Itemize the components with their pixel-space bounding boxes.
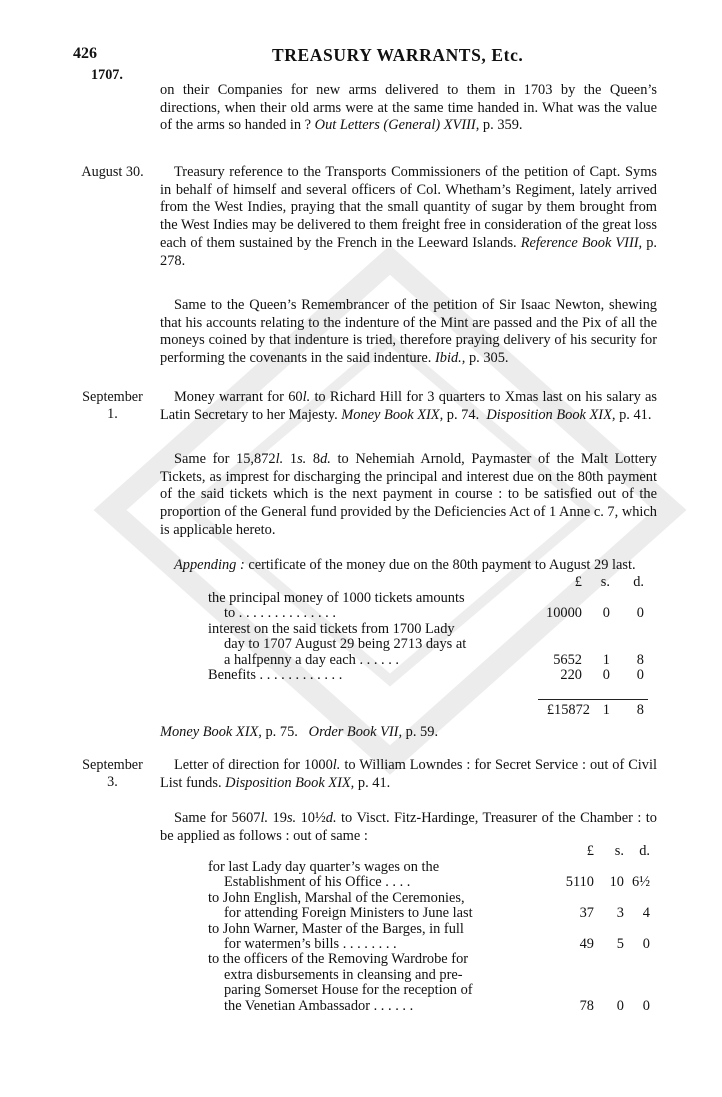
row-pence: 0 bbox=[642, 935, 650, 952]
source-reference: Disposition Book XIX, bbox=[225, 774, 355, 791]
chamber-table bbox=[160, 843, 657, 1014]
total-shillings: 1 bbox=[602, 702, 610, 718]
row-shillings: 0 bbox=[616, 997, 624, 1014]
source-reference: Order Book VII, bbox=[308, 724, 403, 740]
row-description: to John Warner, Master of the Barges, in full bbox=[208, 920, 464, 937]
row-pence: 4 bbox=[642, 905, 650, 922]
margin-year: 1707. bbox=[91, 67, 123, 83]
row-description: for watermen’s bills . . . . . . . . bbox=[224, 935, 397, 952]
table-row bbox=[160, 668, 657, 683]
row-description: day to 1707 August 29 being 2713 days at bbox=[224, 636, 467, 653]
row-shillings: 0 bbox=[602, 605, 610, 622]
page-title: TREASURY WARRANTS, Etc. bbox=[272, 45, 524, 65]
row-pence: 0 bbox=[636, 666, 644, 683]
source-reference: Ibid., bbox=[434, 350, 466, 367]
row-shillings: 10 bbox=[609, 874, 624, 891]
row-pounds: 220 bbox=[560, 666, 582, 683]
row-shillings: 3 bbox=[616, 905, 624, 922]
source-reference: Money Book XIX, bbox=[341, 406, 444, 423]
row-shillings: 1 bbox=[602, 651, 610, 668]
row-description: for attending Foreign Ministers to June last bbox=[224, 905, 473, 922]
column-header-shillings: s. bbox=[614, 843, 624, 859]
row-pence: 8 bbox=[636, 651, 644, 668]
paragraph-syms-petition: Treasury reference to the Transports Commissioners of the petition of Capt. Syms in behalf of himself and several officers of Col. Whetham’s Regiment, lately arrived from the West Indies, praying that the small quantity of sugar by them brought from the West Indies may be delivered to them freight free in consideration of the great loss each of them sustained by the French in the Leeward Islands. Reference Book VIII, p. 278. bbox=[160, 164, 658, 269]
paragraph-appending: Appending : certificate of the money due on the 80th payment to August 29 last. bbox=[174, 557, 636, 573]
row-description: extra disbursements in cleansing and pre- bbox=[224, 966, 463, 983]
table-row bbox=[160, 591, 657, 622]
paragraph-newton-petition: Same to the Queen’s Remembrancer of the petition of Sir Isaac Newton, shewing that his accounts relating to the indenture of the Mint are passed and the Pix of all the moneys coined by that indenture is tried, therefore praying delivery of his security for performing the covenants in the said indenture. Ibid., p. 305. bbox=[160, 297, 657, 367]
paragraph-richard-hill: Money warrant for 60l. to Richard Hill for 3 quarters to Xmas last on his salary as Latin Secretary to her Majesty. Money Book XIX, p. 74. Disposition Book XIX, p. 41. bbox=[160, 389, 657, 423]
margin-date-day-3: 3. bbox=[107, 774, 118, 790]
column-header-pence: d. bbox=[633, 574, 644, 590]
row-pounds: 5110 bbox=[565, 874, 594, 891]
margin-date-september: September bbox=[82, 389, 143, 405]
margin-date-day-1: 1. bbox=[107, 406, 118, 422]
row-description: the Venetian Ambassador . . . . . . bbox=[224, 997, 414, 1014]
chamber-rows bbox=[160, 860, 657, 1014]
paragraph-references: Money Book XIX, p. 75. Order Book VII, p. 59. bbox=[160, 724, 439, 740]
certificate-table bbox=[160, 574, 657, 718]
row-pence: 0 bbox=[636, 605, 644, 622]
row-pounds: 5652 bbox=[553, 651, 582, 668]
paragraph-fitz-hardinge: Same for 5607l. 19s. 10½d. to Visct. Fitz-Hardinge, Treasurer of the Chamber : to be applied as follows : out of same : bbox=[160, 810, 658, 844]
source-reference: Money Book XIX, bbox=[160, 724, 262, 740]
source-reference: Out Letters (General) XVIII, bbox=[314, 117, 480, 134]
total-rule bbox=[538, 699, 648, 700]
page-number: 426 bbox=[73, 45, 97, 62]
paragraph-arms: on their Companies for new arms delivered to them in 1703 by the Queen’s directions, when their old arms were at the same time handed in. What was the value of the arms so handed in ? Out Letters (General) XVIII, p. 359. bbox=[160, 82, 657, 134]
row-pounds: 37 bbox=[579, 905, 594, 922]
row-shillings: 5 bbox=[616, 935, 624, 952]
column-header-pounds: £ bbox=[574, 574, 582, 590]
paragraph-william-lowndes: Letter of direction for 1000l. to William Lowndes : for Secret Service : out of Civil List funds. Disposition Book XIX, p. 41. bbox=[160, 757, 657, 791]
row-description: for last Lady day quarter’s wages on the bbox=[208, 859, 440, 875]
table-row bbox=[160, 891, 657, 922]
row-description: to John English, Marshal of the Ceremonies, bbox=[208, 889, 465, 906]
row-description: a halfpenny a day each . . . . . . bbox=[224, 651, 400, 668]
total-pounds: £15872 bbox=[546, 702, 590, 718]
row-pence: 6½ bbox=[632, 874, 650, 891]
margin-date-august-30: August 30. bbox=[81, 164, 144, 180]
source-reference: Disposition Book XIX, bbox=[486, 406, 616, 423]
row-shillings: 0 bbox=[602, 666, 610, 683]
total-pence: 8 bbox=[636, 702, 644, 718]
row-description: Establishment of his Office . . . . bbox=[224, 874, 411, 891]
row-description: to the officers of the Removing Wardrobe for bbox=[208, 951, 469, 968]
column-header-pence: d. bbox=[639, 843, 650, 859]
row-description: to . . . . . . . . . . . . . . bbox=[224, 605, 336, 622]
paragraph-nehemiah-arnold: Same for 15,872l. 1s. 8d. to Nehemiah Arnold, Paymaster of the Malt Lottery Tickets, as imprest for discharging the principal and interest due on the 80th payment of the said tickets which is the next payment in course : to be satisfied out of the proportion of the General fund provided by the Deficiencies Act of 1 Anne c. 7, which is applicable hereto. bbox=[160, 451, 657, 538]
row-pence: 0 bbox=[642, 997, 650, 1014]
row-description: the principal money of 1000 tickets amounts bbox=[208, 590, 465, 606]
source-reference: Reference Book VIII, bbox=[520, 234, 643, 251]
row-description: Benefits . . . . . . . . . . . . bbox=[208, 666, 343, 683]
row-pounds: 78 bbox=[579, 997, 594, 1014]
column-header-pounds: £ bbox=[586, 843, 594, 859]
certificate-rows bbox=[160, 591, 657, 683]
table-row bbox=[160, 952, 657, 1014]
table-row bbox=[160, 922, 657, 953]
running-header bbox=[0, 45, 722, 67]
total-row bbox=[160, 703, 657, 718]
table-row bbox=[160, 622, 657, 668]
table-row bbox=[160, 860, 657, 891]
row-pounds: 49 bbox=[579, 935, 594, 952]
row-description: interest on the said tickets from 1700 Lady bbox=[208, 620, 455, 637]
column-header-shillings: s. bbox=[600, 574, 610, 590]
margin-date-september: September bbox=[82, 757, 143, 773]
row-pounds: 10000 bbox=[546, 605, 582, 622]
row-description: paring Somerset House for the reception of bbox=[224, 982, 473, 999]
